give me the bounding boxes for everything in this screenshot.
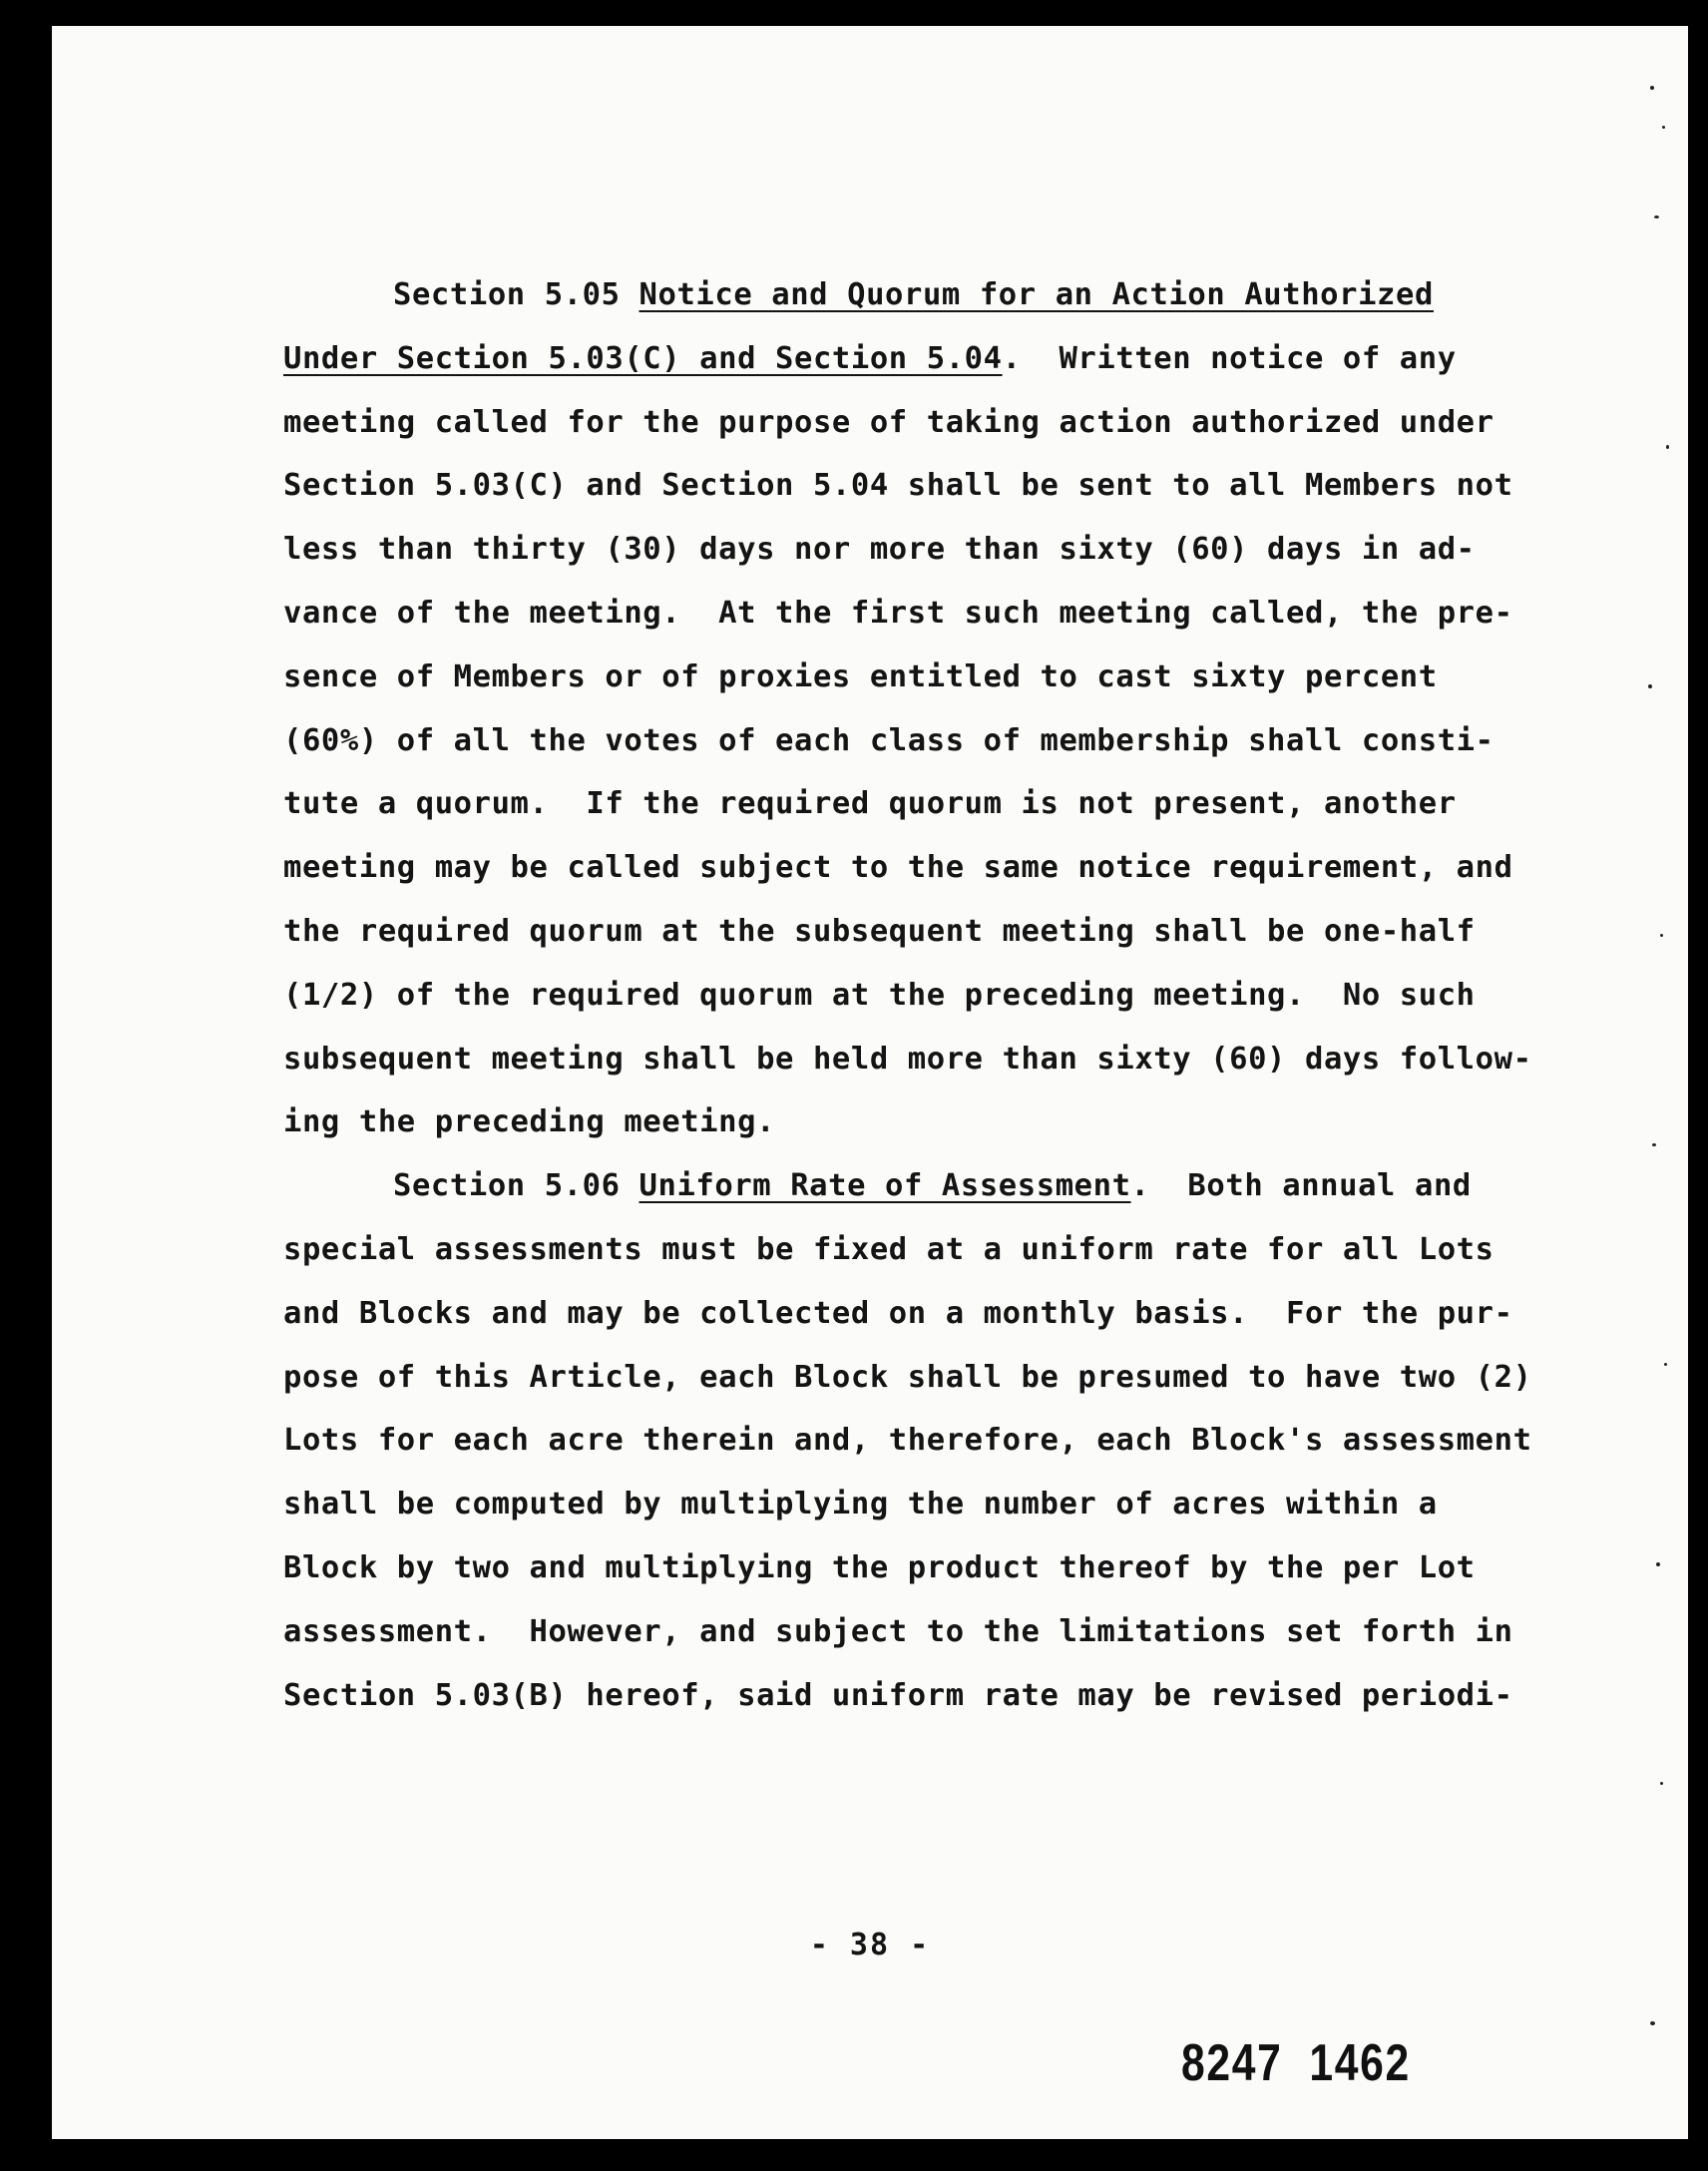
text-line: subsequent meeting shall be held more than sixty (60) days follow- xyxy=(283,1041,1532,1077)
text-line: sence of Members or of proxies entitled to cast sixty percent xyxy=(283,658,1438,694)
text-line: Block by two and multiplying the product thereof by the per Lot xyxy=(283,1549,1476,1585)
text-line xyxy=(283,1154,1570,1218)
text-line: and Blocks and may be collected on a monthly basis. For the pur- xyxy=(283,1295,1513,1331)
section-5-06-label: Section 5.06 xyxy=(393,1168,640,1204)
document-stamp: 8247 1462 xyxy=(1181,2034,1411,2092)
document-page xyxy=(52,26,1688,2139)
text-line: assessment. However, and subject to the limitations set forth in xyxy=(283,1613,1513,1649)
text-line: tute a quorum. If the required quorum is not present, another xyxy=(283,786,1457,822)
section-5-06-heading: Uniform Rate of Assessment xyxy=(639,1168,1131,1204)
text-line: ing the preceding meeting. xyxy=(283,1104,776,1140)
text-line xyxy=(283,263,1570,327)
paragraph-text: . Both annual and xyxy=(1130,1168,1472,1204)
document-body xyxy=(283,263,1570,1727)
text-line: shall be computed by multiplying the number of acres within a xyxy=(283,1487,1438,1522)
text-line: the required quorum at the subsequent meeting shall be one-half xyxy=(283,913,1476,949)
text-line: meeting called for the purpose of taking action authorized under xyxy=(283,404,1494,440)
text-line: (60%) of all the votes of each class of membership shall consti- xyxy=(283,722,1494,758)
page-number: - 38 - xyxy=(809,1928,931,1962)
section-5-05-heading: Notice and Quorum for an Action Authorized xyxy=(639,277,1434,312)
text-line: vance of the meeting. At the first such meeting called, the pre- xyxy=(283,595,1513,631)
scan-noise xyxy=(1640,66,1680,2151)
paragraph-text: . Written notice of any xyxy=(1002,340,1457,376)
text-line: meeting may be called subject to the same notice requirement, and xyxy=(283,850,1513,886)
text-line: (1/2) of the required quorum at the preceding meeting. No such xyxy=(283,977,1476,1013)
text-line: pose of this Article, each Block shall be presumed to have two (2) xyxy=(283,1359,1532,1395)
text-line: Section 5.03(C) and Section 5.04 shall be sent to all Members not xyxy=(283,468,1513,504)
section-5-05-label: Section 5.05 xyxy=(393,277,640,312)
text-line: less than thirty (30) days nor more than sixty (60) days in ad- xyxy=(283,532,1476,568)
text-line xyxy=(283,327,1570,391)
text-line: special assessments must be fixed at a uniform rate for all Lots xyxy=(283,1231,1494,1267)
section-5-05-heading-cont: Under Section 5.03(C) and Section 5.04 xyxy=(283,340,1003,376)
text-line: Lots for each acre therein and, therefore, each Block's assessment xyxy=(283,1423,1532,1459)
text-line: Section 5.03(B) hereof, said uniform rate may be revised periodi- xyxy=(283,1677,1513,1713)
